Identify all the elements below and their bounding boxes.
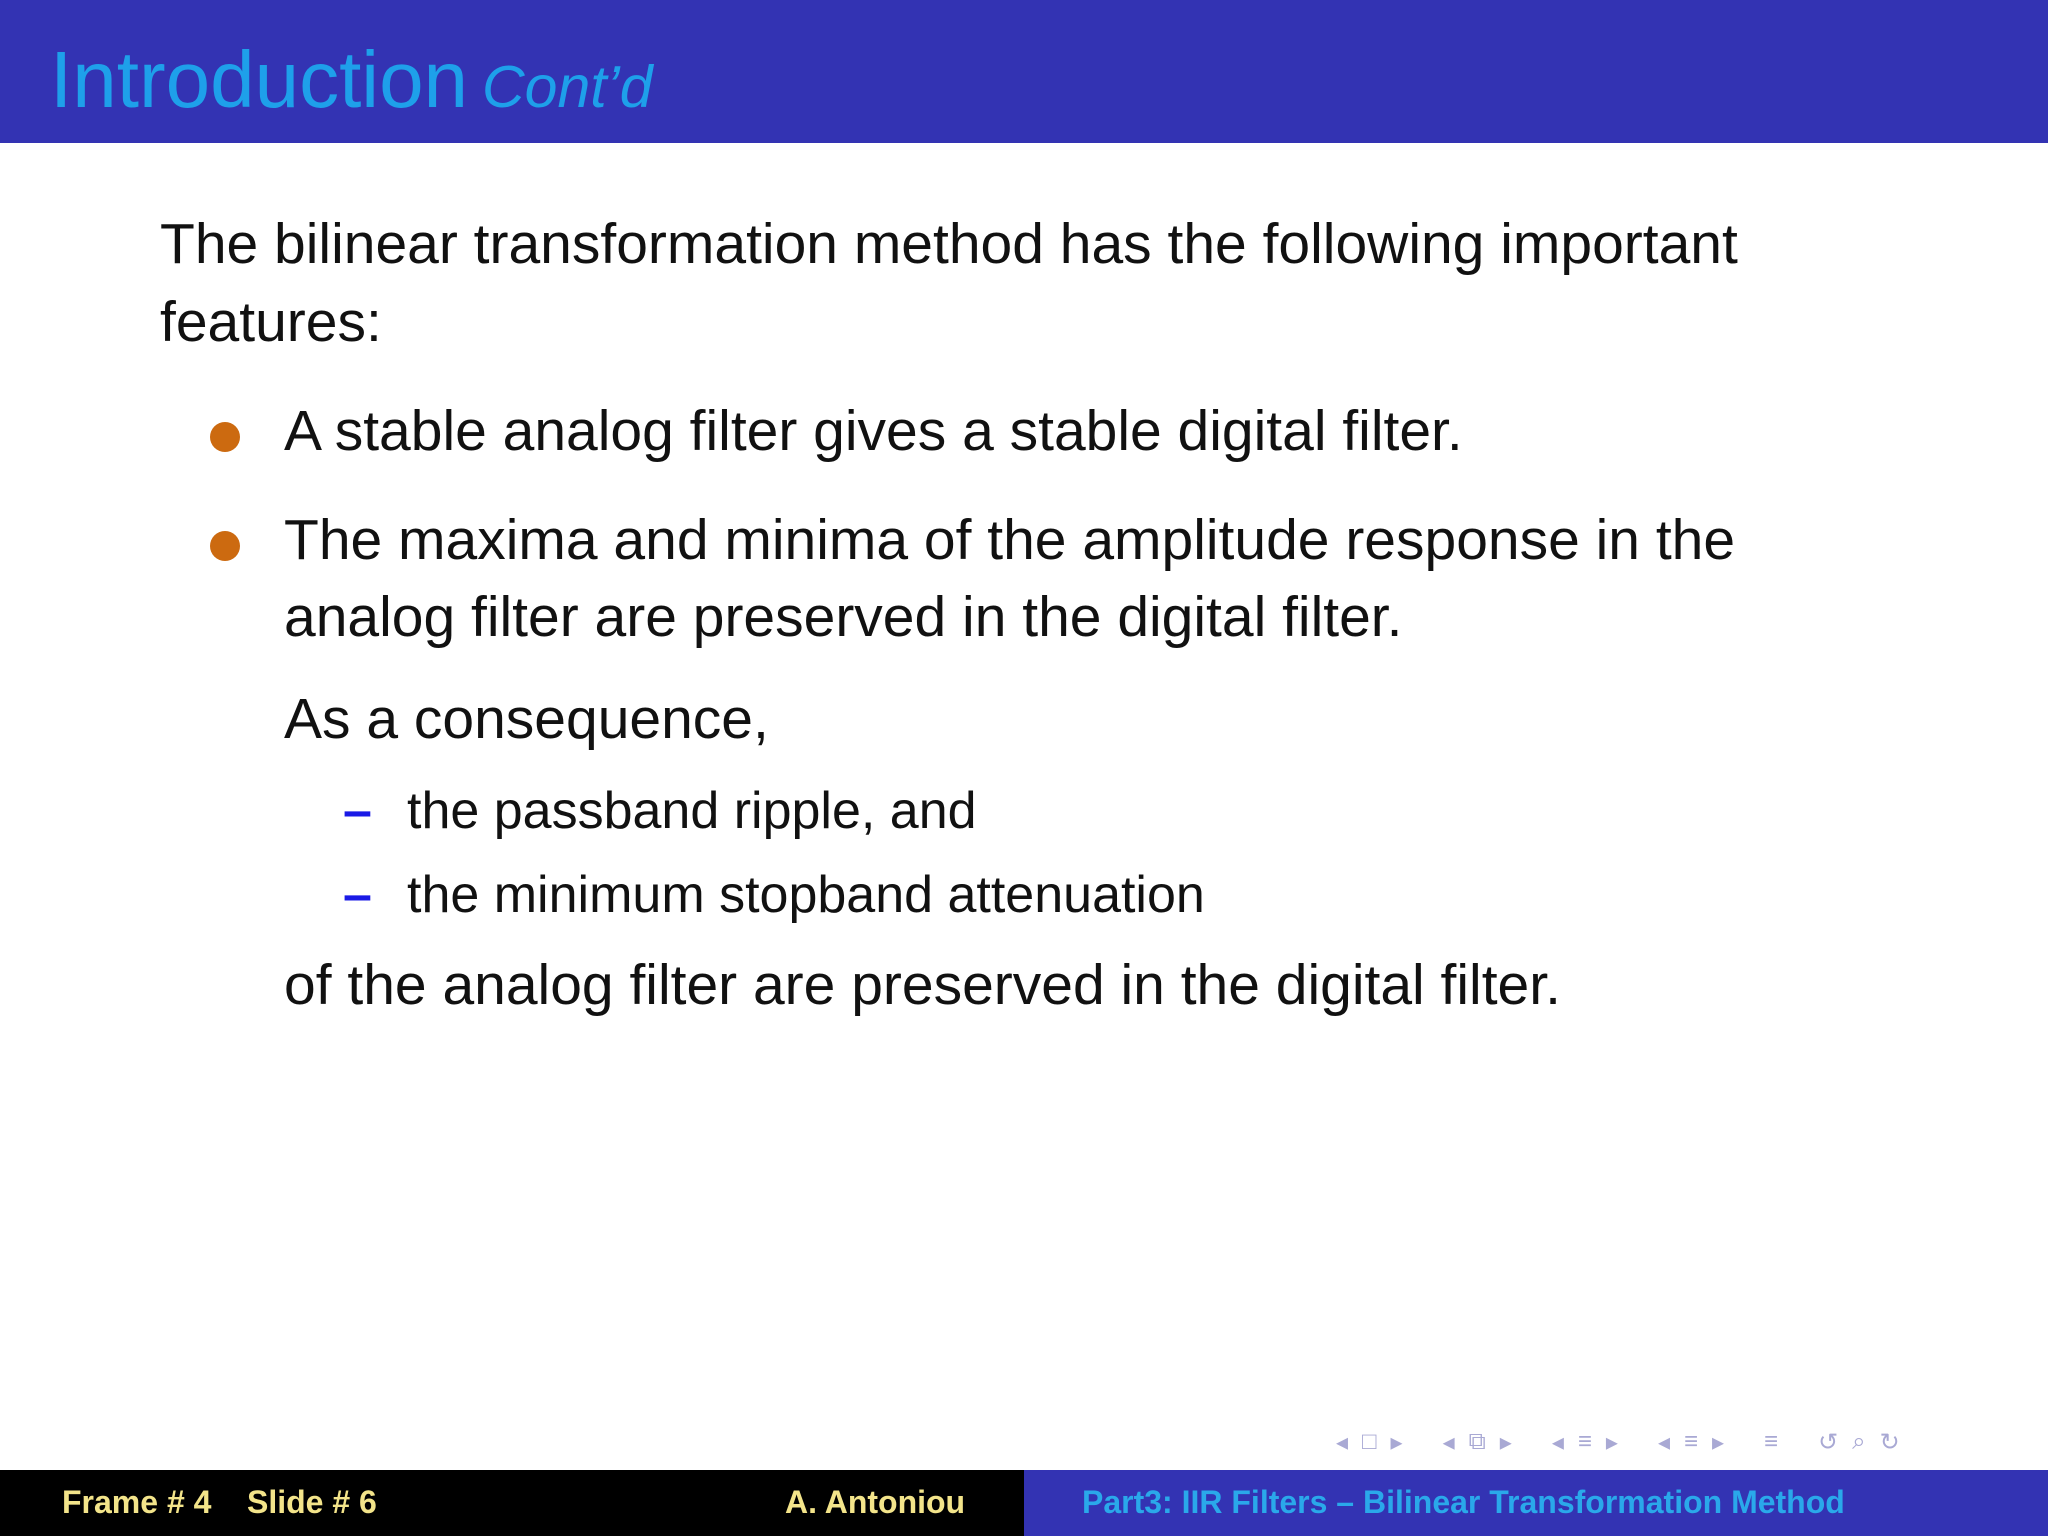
section-lines-icon[interactable]: ≡ [1577, 1428, 1592, 1455]
slide-header [0, 0, 2048, 143]
nav-prev-arrow-icon[interactable]: ◂ [1442, 1428, 1455, 1456]
nav-next-arrow-icon[interactable]: ▸ [1499, 1428, 1512, 1456]
author-label: A. Antoniou [785, 1484, 966, 1520]
redo-loop-icon[interactable]: ↻ [1879, 1428, 1900, 1456]
dash-icon: – [343, 782, 372, 840]
sub-list [160, 779, 1900, 927]
footer-left-panel [0, 1470, 1024, 1536]
bullet-text: The maxima and minima of the amplitude response in the analog filter are preserved in the digital filter. [284, 508, 1736, 649]
align-lines-icon[interactable]: ≡ [1764, 1428, 1779, 1455]
nav-next-arrow-icon[interactable]: ▸ [1390, 1428, 1403, 1456]
conclusion-text: of the analog filter are preserved in the digital filter. [284, 953, 1561, 1017]
course-title-label: Part3: IIR Filters – Bilinear Transformation Method [1082, 1484, 1845, 1520]
slide-content [160, 205, 1900, 1024]
stack-frames-icon[interactable]: ⧉ [1468, 1428, 1486, 1455]
nav-prev-arrow-icon[interactable]: ◂ [1657, 1428, 1670, 1456]
intro-paragraph: The bilinear transformation method has the following important features: [160, 212, 1738, 354]
bullet-dot-icon [210, 531, 240, 561]
frame-square-icon[interactable]: □ [1362, 1428, 1377, 1455]
sub-item-text: the passband ripple, and [407, 782, 977, 840]
bullet-list [160, 393, 1900, 656]
slide-footer [0, 1470, 2048, 1536]
bullet-item [160, 502, 1900, 656]
nav-next-arrow-icon[interactable]: ▸ [1712, 1428, 1725, 1456]
bullet-text: A stable analog filter gives a stable digital filter. [284, 399, 1463, 463]
title-main: Introduction [50, 35, 469, 124]
consequence-text: As a consequence, [284, 687, 769, 751]
undo-loop-icon[interactable]: ↺ [1818, 1428, 1839, 1456]
title-subtitle: Cont’d [482, 54, 653, 120]
nav-prev-arrow-icon[interactable]: ◂ [1336, 1428, 1349, 1456]
subsection-lines-icon[interactable]: ≡ [1683, 1428, 1698, 1455]
beamer-navigation [1336, 1424, 1914, 1460]
sub-item-text: the minimum stopband attenuation [407, 866, 1205, 924]
slide-title [50, 32, 653, 128]
footer-right-panel [1024, 1470, 2048, 1536]
nav-next-arrow-icon[interactable]: ▸ [1605, 1428, 1618, 1456]
frame-slide-label: Frame # 4 Slide # 6 [62, 1484, 377, 1520]
bullet-item [160, 393, 1900, 470]
sub-item [343, 863, 1900, 927]
sub-item [343, 779, 1900, 843]
dash-icon: – [343, 866, 372, 924]
search-icon[interactable]: ⌕ [1852, 1428, 1866, 1455]
nav-prev-arrow-icon[interactable]: ◂ [1551, 1428, 1564, 1456]
bullet-dot-icon [210, 422, 240, 452]
